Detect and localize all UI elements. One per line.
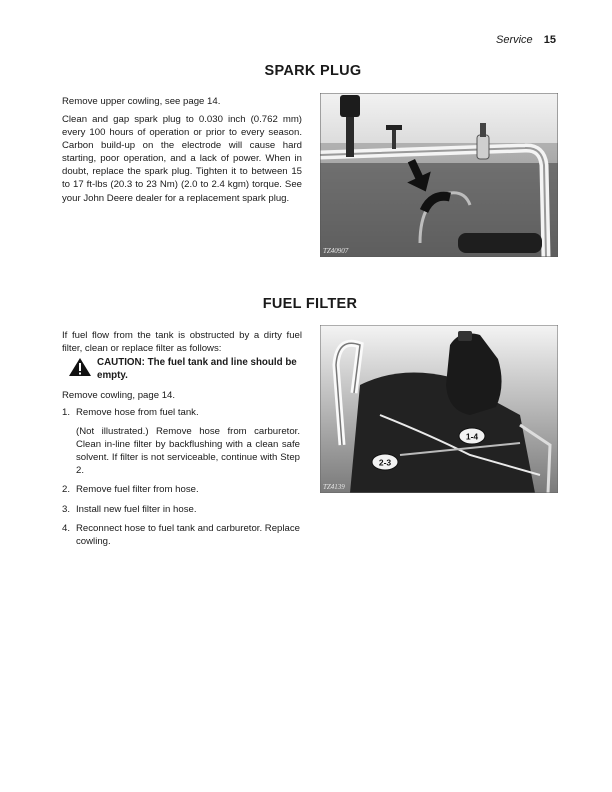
caution-text: CAUTION: The fuel tank and line should be empty. (97, 357, 297, 381)
warning-triangle-icon (68, 357, 92, 377)
step-number (62, 425, 76, 477)
step-item (62, 425, 300, 477)
page-number: 15 (543, 34, 556, 46)
step-number: 2. (62, 484, 71, 496)
step-item (62, 522, 300, 548)
callout-label: 2-3 (378, 457, 392, 468)
step-text: Remove fuel filter from hose. (76, 484, 199, 496)
remove-cowling-text: Remove cowling, page 14. (62, 390, 176, 401)
fuel-filter-steps (62, 406, 300, 548)
step-item (62, 406, 300, 419)
step-text: Reconnect hose to fuel tank and carburetor. Replace cowling. (76, 522, 300, 547)
step-number: 4. (62, 522, 71, 534)
step-item (62, 483, 300, 496)
spark-plug-photo (320, 93, 558, 257)
callout-2-3 (372, 454, 398, 470)
spark-plug-heading: SPARK PLUG (264, 63, 362, 79)
fuel-filter-photo-art (320, 325, 558, 493)
callout-1-4 (459, 428, 485, 444)
spark-plug-figure-id: TZ40907 (323, 247, 349, 255)
section-title: Service (496, 34, 533, 46)
spark-plug-para-2: Clean and gap spark plug to 0.030 inch (0.762 mm) every 100 hours of operation or prior to every season. Carbon build-up on the electrode will cause hard starting, poor operation, and a lack of power. When in doubt, replace the spark plug. Tighten it to between 15 to 17 ft-lbs (20.3 to 23 Nm) (2.0 to 2.4 kgm) torque. See your John Deere dealer for a replacement spark plug. (62, 114, 302, 204)
step-number: 1. (62, 407, 71, 418)
running-head (496, 34, 556, 46)
caution-notice (68, 357, 300, 382)
step-item (62, 503, 300, 516)
callout-label: 1-4 (465, 431, 479, 442)
fuel-filter-intro: If fuel flow from the tank is obstructed by a dirty fuel filter, clean or replace filter as follows: (62, 330, 302, 355)
step-number: 3. (62, 503, 71, 515)
spark-plug-photo-art (320, 93, 558, 257)
spark-plug-para-1: Remove upper cowling, see page 14. (62, 96, 221, 107)
fuel-filter-heading: FUEL FILTER (262, 296, 358, 312)
step-text: Install new fuel filter in hose. (76, 503, 197, 515)
fuel-filter-photo (320, 325, 558, 493)
step-text: Remove hose from fuel tank. (76, 407, 199, 418)
fuel-filter-figure-id: TZ4139 (323, 483, 345, 491)
step-text: (Not illustrated.) Remove hose from carburetor. Clean in-line filter by backflushing with a clean safe solvent. If filter is not serviceable, continue with Step 2. (76, 426, 300, 477)
